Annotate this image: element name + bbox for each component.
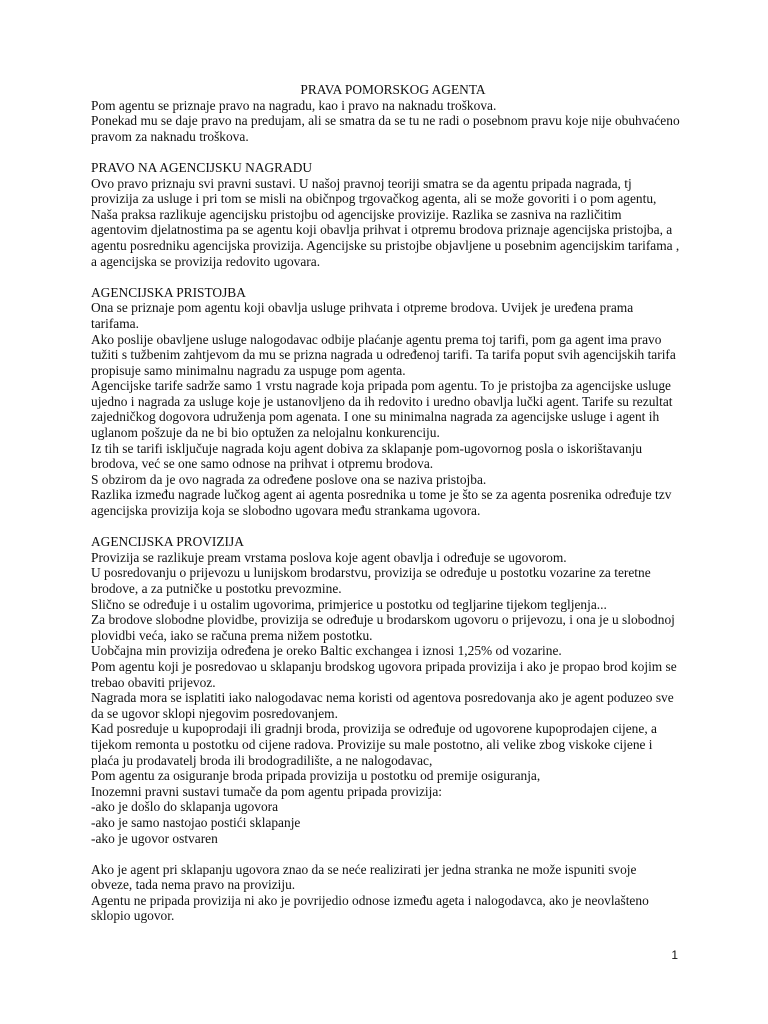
document-body	[91, 82, 681, 924]
list-item: -ako je samo nastojao postići sklapanje	[91, 814, 301, 830]
section-agency-reward	[91, 160, 681, 269]
section-paragraph: Naša praksa razlikuje agencijsku pristojbu od agencijske provizije. Razlika se zasniva na različitim agentovim djelatnostima pa se agentu koji obavlja prihvat i otpremu brodova priznaje agencijska pristojba, a agentu posredniku agencijska provizija. Agencijske su pristojbe objavljene u posebnim agencijskim tarifama , a agencijska se provizija redovito ugovara.	[91, 206, 680, 269]
closing-paragraph: Agentu ne pripada provizija ni ako je povrijedio odnose između ageta i nalogodavca, ako je neovlašteno sklopio ugovor.	[91, 892, 649, 924]
section-heading: PRAVO NA AGENCIJSKU NAGRADU	[91, 159, 313, 175]
section-paragraph: Iz tih se tarifi isključuje nagrada koju agent dobiva za sklapanje pom-ugovornog posla o iskorištavanju brodova, već se one samo odnose na prihvat i otpremu brodova.	[91, 440, 643, 472]
section-spacer	[91, 846, 681, 862]
section-paragraph: Agencijske tarife sadrže samo 1 vrstu nagrade koja pripada pom agentu. To je pristojba za agencijske usluge ujedno i nagrada za usluge koje je ustanovljeno da ih redovito i uredno obavlja lučki agent. Tarife su rezultat zajedničkog dogovora udruženja pom agenata. I one su minimalna nagrada za agencijske usluge i agent ih uglanom pošzuje da ne bi bio optužen za nelojalnu konkurenciju.	[91, 378, 673, 441]
section-paragraph: Ako poslije obavljene usluge nalogodavac odbije plaćanje agentu prema toj tarifi, pom ga agent ima pravo tužiti s tužbenim zahtjevom da mu se prizna nagrada u određenoj tarifi. Ta tarifa poput svih agencijskih tarifa propisuje samo minimalnu nagradu za uspuge pom agenta.	[91, 331, 676, 378]
section-paragraph: Uobčajna min provizija određena je oreko Baltic exchangea i iznosi 1,25% od vozarine.	[91, 643, 562, 659]
section-paragraph: Razlika između nagrade lučkog agent ai agenta posrednika u tome je što se za agenta posrenika određuje tzv agencijska provizija koja se slobodno ugovara među strankama ugovora.	[91, 487, 672, 519]
section-paragraph: Ona se priznaje pom agentu koji obavlja usluge prihvata i otpreme brodova. Uvijek je uređena prama tarifama.	[91, 300, 634, 331]
list-item: -ako je ugovor ostvaren	[91, 830, 218, 846]
section-paragraph: Nagrada mora se isplatiti iako nalogodavac nema koristi od agentova posredovanja ako je agent poduzeo sve da se ugovor sklopi njegovim posredovanjem.	[91, 690, 674, 721]
section-heading: AGENCIJSKA PRISTOJBA	[91, 284, 246, 300]
section-paragraph: S obzirom da je ovo nagrada za određene poslove ona se naziva pristojba.	[91, 471, 487, 487]
section-paragraph: Pom agentu koji je posredovao u sklapanju brodskog ugovora pripada provizija i ako je propao brod kojim se trebao obaviti prijevoz.	[91, 658, 677, 690]
document-title: PRAVA POMORSKOG AGENTA	[300, 82, 486, 97]
page-number: 1	[671, 948, 678, 962]
section-agency-fee	[91, 285, 681, 519]
section-paragraph: Za brodove slobodne plovidbe, provizija se određuje u brodarskom ugovoru o prijevozu, i ona je u slobodnoj plovidbi veća, iako se računa prema nižem postotku.	[91, 612, 675, 643]
section-paragraph: Ovo pravo priznaju svi pravni sustavi. U našoj pravnoj teoriji smatra se da agentu pripada nagrada, tj provizija za usluge i pri tom se misli na običnpog trgovačkog agenta, ali se može govoriti i o pom agentu,	[91, 175, 657, 207]
list-item: -ako je došlo do sklapanja ugovora	[91, 799, 279, 815]
intro-paragraph: Pom agentu se priznaje pravo na nagradu, kao i pravo na naknadu troškova.	[91, 97, 497, 113]
section-agency-commission	[91, 534, 681, 846]
section-closing	[91, 862, 681, 924]
section-paragraph: Kad posreduje u kupoprodaji ili gradnji broda, provizija se određuje od ugovorene kupoprodajen cijene, a tijekom remonta u postotku od cijene radova. Provizije su male postotno, ali velike zbog viskoke cijene i plaća ju prodavatelj broda ili brodogradilište, a ne nalogodavac,	[91, 721, 657, 768]
section-heading: AGENCIJSKA PROVIZIJA	[91, 534, 244, 550]
section-paragraph: Provizija se razlikuje pream vrstama poslova koje agent obavlja i određuje se ugovorom.	[91, 549, 567, 565]
closing-paragraph: Ako je agent pri sklapanju ugovora znao da se neće realizirati jer jedna stranka ne može ispuniti svoje obveze, tada nema pravo na proviziju.	[91, 861, 637, 893]
intro-paragraph: Ponekad mu se daje pravo na predujam, ali se smatra da se tu ne radi o posebnom pravu koje nije obuhvaćeno pravom za naknadu troškova.	[91, 113, 680, 144]
section-paragraph: U posredovanju o prijevozu u lunijskom brodarstvu, provizija se određuje u postotku vozarine za teretne brodove, a za putničke u postotku prevozmine.	[91, 565, 651, 596]
section-spacer	[91, 519, 681, 535]
section-paragraph: Slično se određuje i u ostalim ugovorima, primjerice u postotku od tegljarine tijekom tegljenja...	[91, 596, 607, 612]
section-spacer	[91, 269, 681, 285]
section-paragraph: Pom agentu za osiguranje broda pripada provizija u postotku od premije osiguranja,	[91, 768, 541, 784]
section-paragraph: Inozemni pravni sustavi tumače da pom agentu pripada provizija:	[91, 783, 443, 799]
section-spacer	[91, 144, 681, 160]
